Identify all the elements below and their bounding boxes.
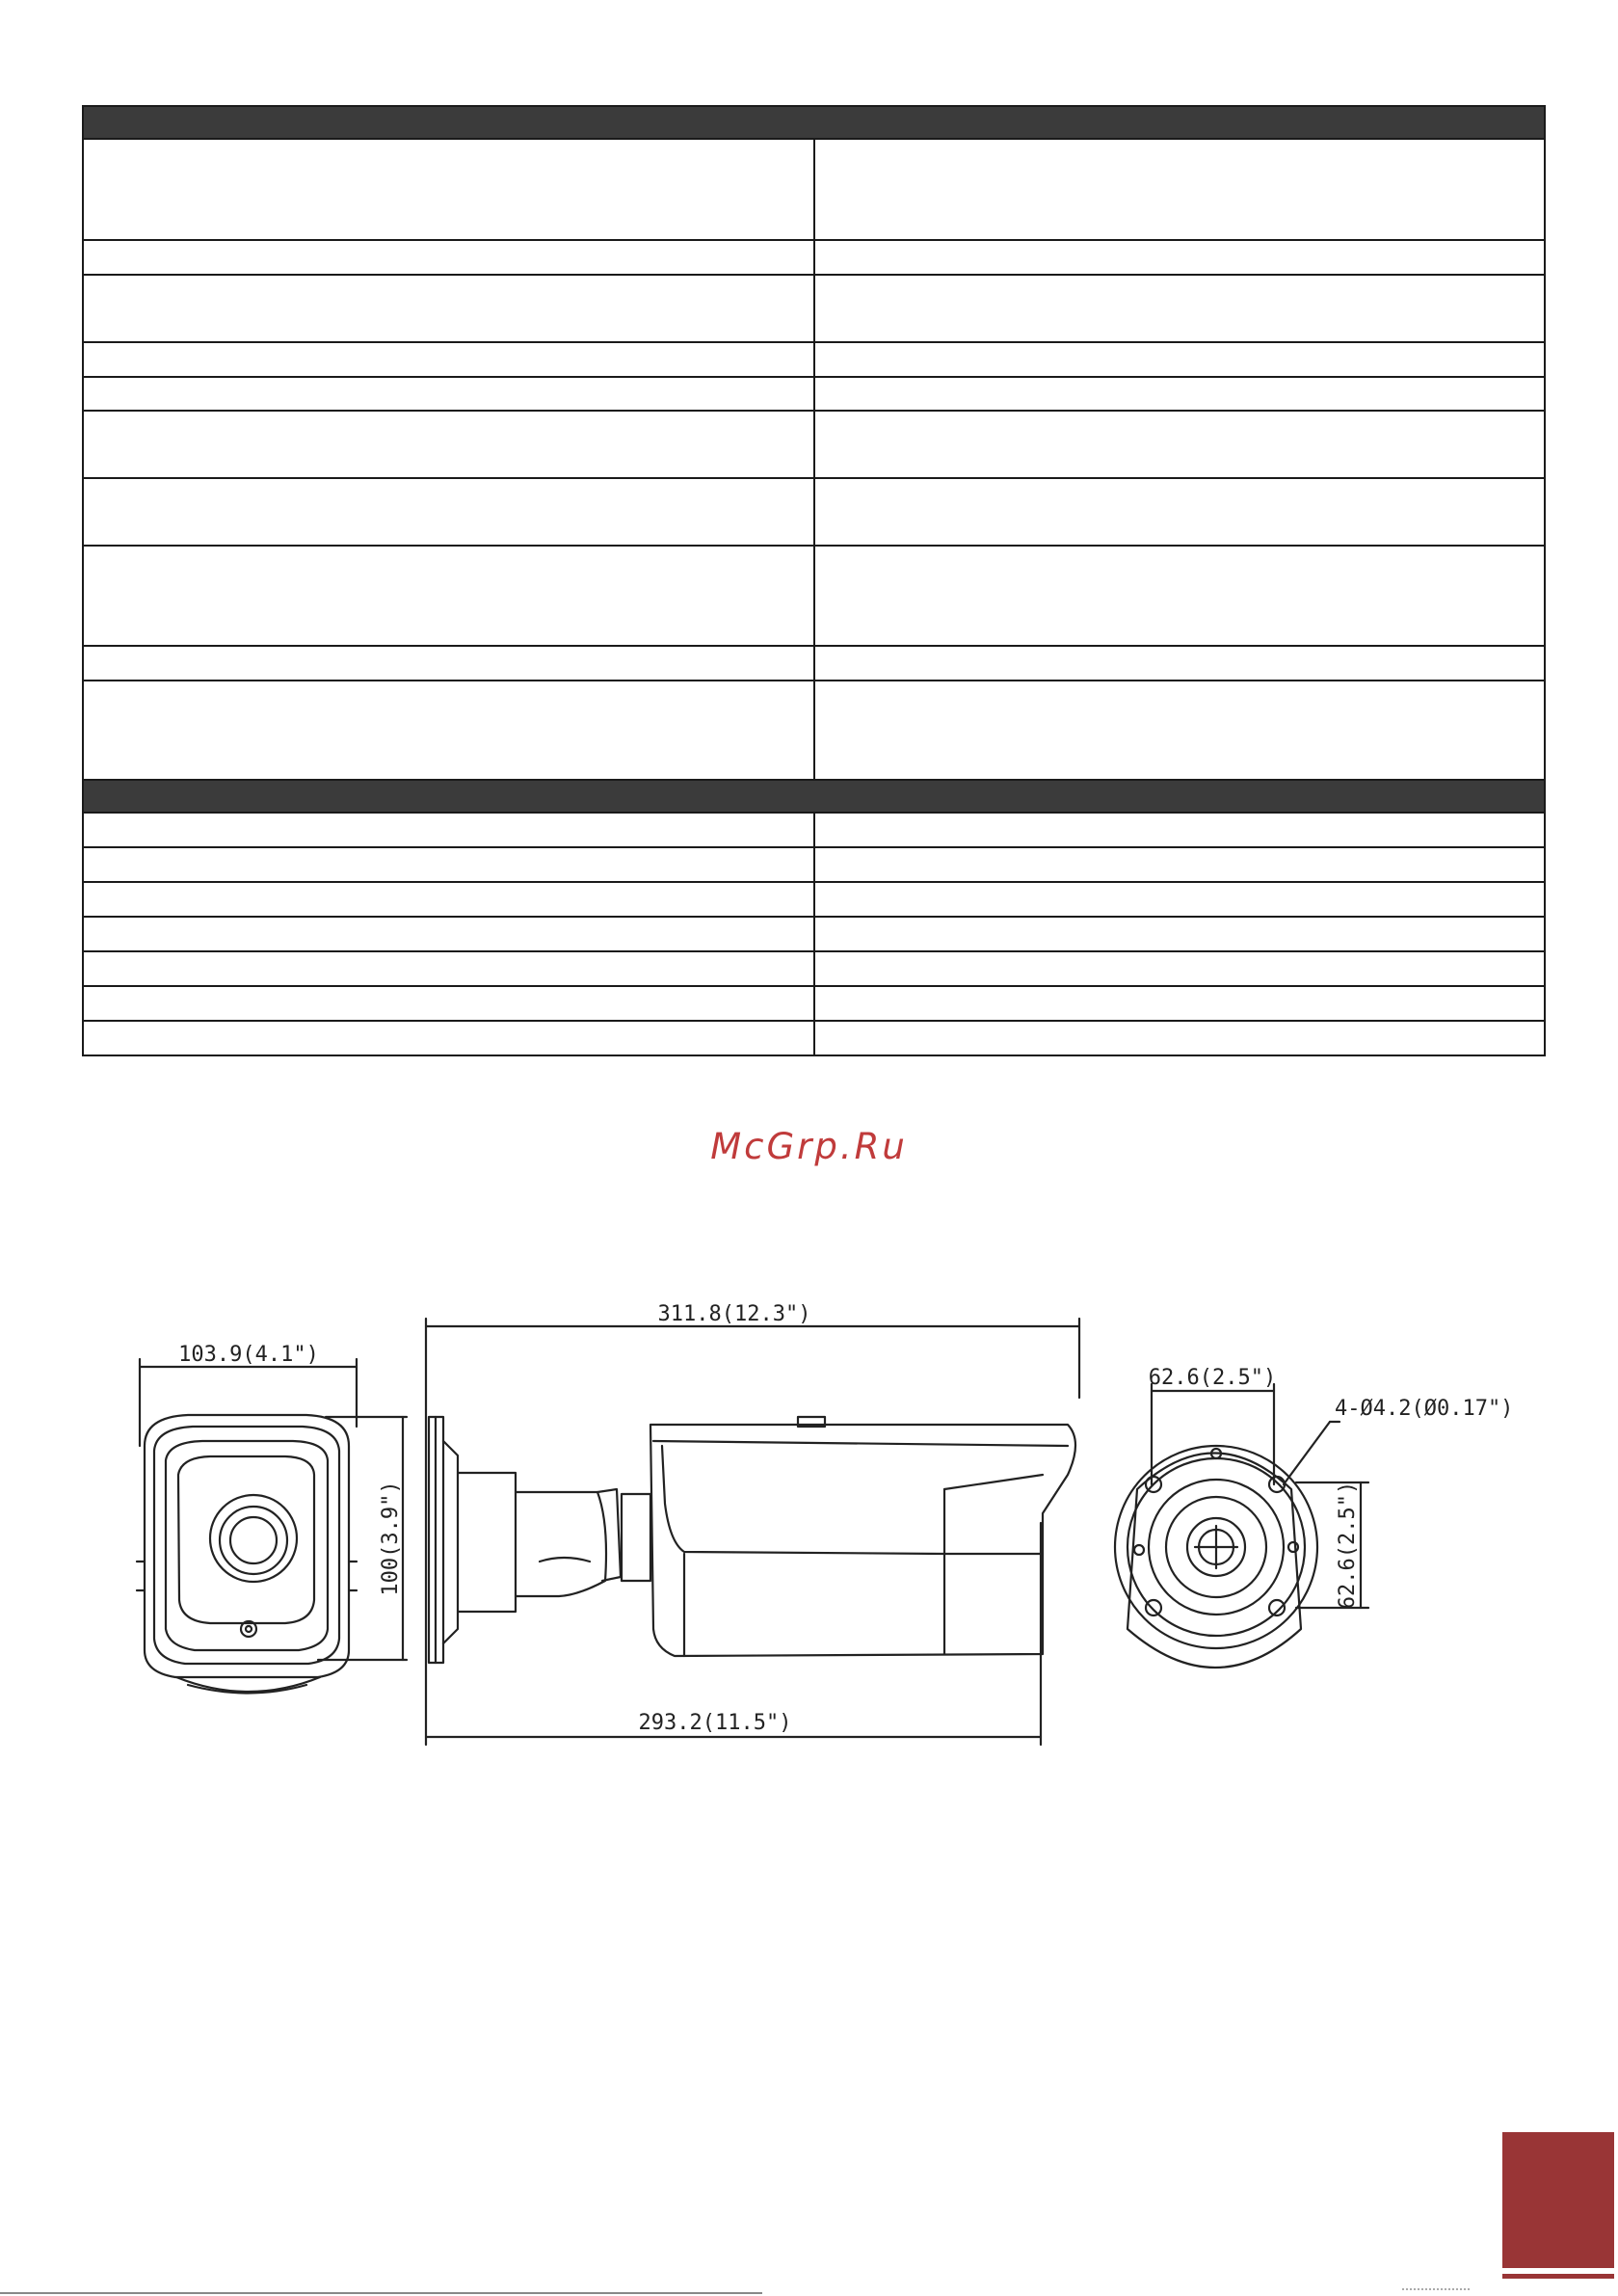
spec-value-cell (814, 681, 1546, 780)
spec-label-cell (83, 342, 814, 377)
spec-value-cell (814, 847, 1546, 882)
spec-label-cell (83, 478, 814, 546)
spec-value-cell (814, 478, 1546, 546)
spec-table (82, 105, 1546, 1056)
page-tab-underline (1502, 2274, 1614, 2279)
spec-value-cell (814, 646, 1546, 681)
spec-value-cell (814, 411, 1546, 478)
section-header-bar (83, 780, 1545, 813)
spec-label-cell (83, 546, 814, 646)
section-header (83, 780, 1545, 813)
spec-label-cell (83, 275, 814, 342)
spec-value-cell (814, 139, 1546, 240)
spec-label-cell (83, 813, 814, 847)
spec-value-cell (814, 240, 1546, 275)
table-row (83, 411, 1545, 478)
dimension-drawing (0, 1272, 1618, 1774)
spec-label-cell (83, 1021, 814, 1055)
page-tab (1502, 2132, 1614, 2268)
spec-label-cell (83, 847, 814, 882)
section-header (83, 106, 1545, 139)
body-length-label: 293.2(11.5") (638, 1711, 792, 1735)
mount-spacing-h-label: 62.6(2.5") (1148, 1366, 1277, 1390)
spec-label-cell (83, 377, 814, 411)
table-row (83, 646, 1545, 681)
section-header-bar (83, 106, 1545, 139)
table-row (83, 847, 1545, 882)
table-row (83, 951, 1545, 986)
spec-label-cell (83, 986, 814, 1021)
spec-label-cell (83, 240, 814, 275)
spec-value-cell (814, 986, 1546, 1021)
table-row (83, 139, 1545, 240)
table-row (83, 813, 1545, 847)
front-width-label: 103.9(4.1") (178, 1343, 319, 1367)
table-row (83, 681, 1545, 780)
table-row (83, 986, 1545, 1021)
spec-label-cell (83, 411, 814, 478)
total-length-label: 311.8(12.3") (657, 1302, 811, 1326)
table-row (83, 882, 1545, 917)
front-view (137, 1359, 407, 1694)
spec-label-cell (83, 951, 814, 986)
spec-value-cell (814, 377, 1546, 411)
table-row (83, 917, 1545, 951)
table-row (83, 1021, 1545, 1055)
spec-label-cell (83, 646, 814, 681)
spec-value-cell (814, 275, 1546, 342)
spec-value-cell (814, 951, 1546, 986)
footer-mark (1402, 2288, 1470, 2293)
spec-value-cell (814, 546, 1546, 646)
table-row (83, 275, 1545, 342)
table-row (83, 240, 1545, 275)
table-row (83, 478, 1545, 546)
spec-value-cell (814, 917, 1546, 951)
table-row (83, 377, 1545, 411)
spec-value-cell (814, 342, 1546, 377)
table-row (83, 342, 1545, 377)
front-height-label: 100(3.9") (379, 1481, 403, 1596)
table-row (83, 546, 1545, 646)
mount-base-view (1115, 1384, 1368, 1668)
mount-spacing-v-label: 62.6(2.5") (1336, 1481, 1360, 1610)
mount-holes-label: 4-Ø4.2(Ø0.17") (1335, 1397, 1514, 1421)
spec-label-cell (83, 139, 814, 240)
spec-value-cell (814, 882, 1546, 917)
spec-value-cell (814, 813, 1546, 847)
watermark-text: McGrp.Ru (710, 1126, 908, 1167)
footer-rule (0, 2292, 762, 2294)
spec-label-cell (83, 917, 814, 951)
spec-value-cell (814, 1021, 1546, 1055)
spec-label-cell (83, 882, 814, 917)
spec-label-cell (83, 681, 814, 780)
side-view (426, 1319, 1079, 1745)
